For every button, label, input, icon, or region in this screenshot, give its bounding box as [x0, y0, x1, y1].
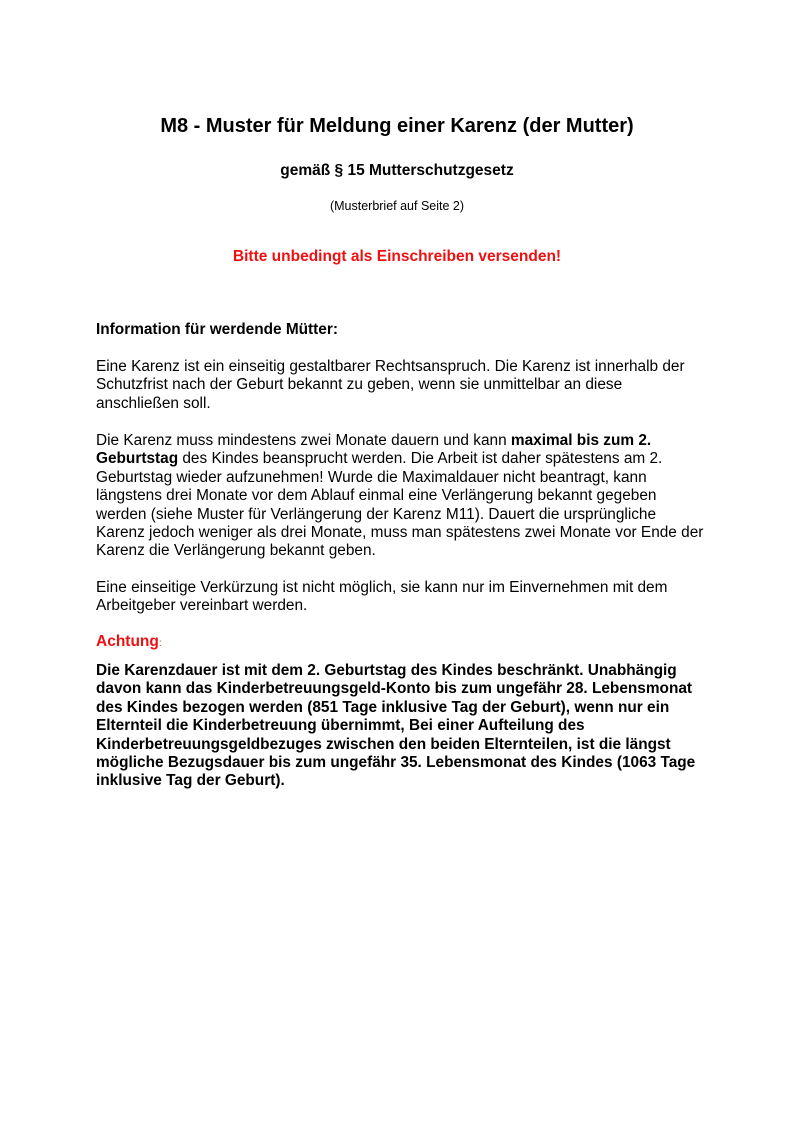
info-heading: Information für werdende Mütter: [96, 321, 338, 338]
attention-heading [96, 633, 706, 653]
paragraph-karenz-duration-bold: maximal bis zum 2. Geburtstag [96, 432, 652, 468]
attention-text: Die Karenzdauer ist mit dem 2. Geburtstag des Kindes beschränkt. Unabhängig davon kann das Kinderbetreuungsgeld-Konto bis zum ungefähr 28. Lebensmonat des Kindes bezogen werden (851 Tage inklusive Tag der Geburt), wenn nur ein Elternteil die Kinderbetreuung übernimmt, Bei einer Aufteilung des Kinderbetreuungsgeldbezuges zwischen den beiden Elternteilen, ist die längst mögliche Bezugsdauer bis zum ungefähr 35. Lebensmonat des Kindes (1063 Tage inklusive Tag der Geburt). [96, 662, 696, 790]
paragraph-karenz-duration [96, 432, 706, 561]
paragraph-karenz-right: Eine Karenz ist ein einseitig gestaltbarer Rechtsanspruch. Die Karenz ist innerhalb der Schutzfrist nach der Geburt bekannt zu geben, wenn sie unmittelbar an diese anschließen soll. [96, 358, 685, 412]
sample-letter-note: (Musterbrief auf Seite 2) [329, 199, 465, 213]
attention-colon: : [158, 638, 162, 649]
paragraph-karenz-duration-part1: Die Karenz muss mindestens zwei Monate dauern und kann [96, 432, 511, 449]
paragraph-karenz-duration-part2: des Kindes beansprucht werden. Die Arbeit ist daher spätestens am 2. Geburtstag wieder aufzunehmen! Wurde die Maximaldauer nicht beantragt, kann längstens drei Monate vor dem Ablauf einmal eine Verlängerung bekannt gegeben werden (siehe Muster für Verlängerung der Karenz M11). Dauert die ursprüngliche Karenz jedoch weniger als drei Monate, muss man spätestens zwei Monate vor Ende der Karenz die Verlängerung bekannt geben. [96, 450, 704, 560]
document-title: M8 - Muster für Meldung einer Karenz (der Mutter) [160, 115, 634, 137]
paragraph-shortening: Eine einseitige Verkürzung ist nicht möglich, sie kann nur im Einvernehmen mit dem Arbeitgeber vereinbart werden. [96, 579, 668, 615]
document-subtitle: gemäß § 15 Mutterschutzgesetz [280, 162, 514, 179]
registered-mail-warning: Bitte unbedingt als Einschreiben versenden! [232, 248, 562, 265]
attention-label: Achtung [96, 633, 159, 650]
